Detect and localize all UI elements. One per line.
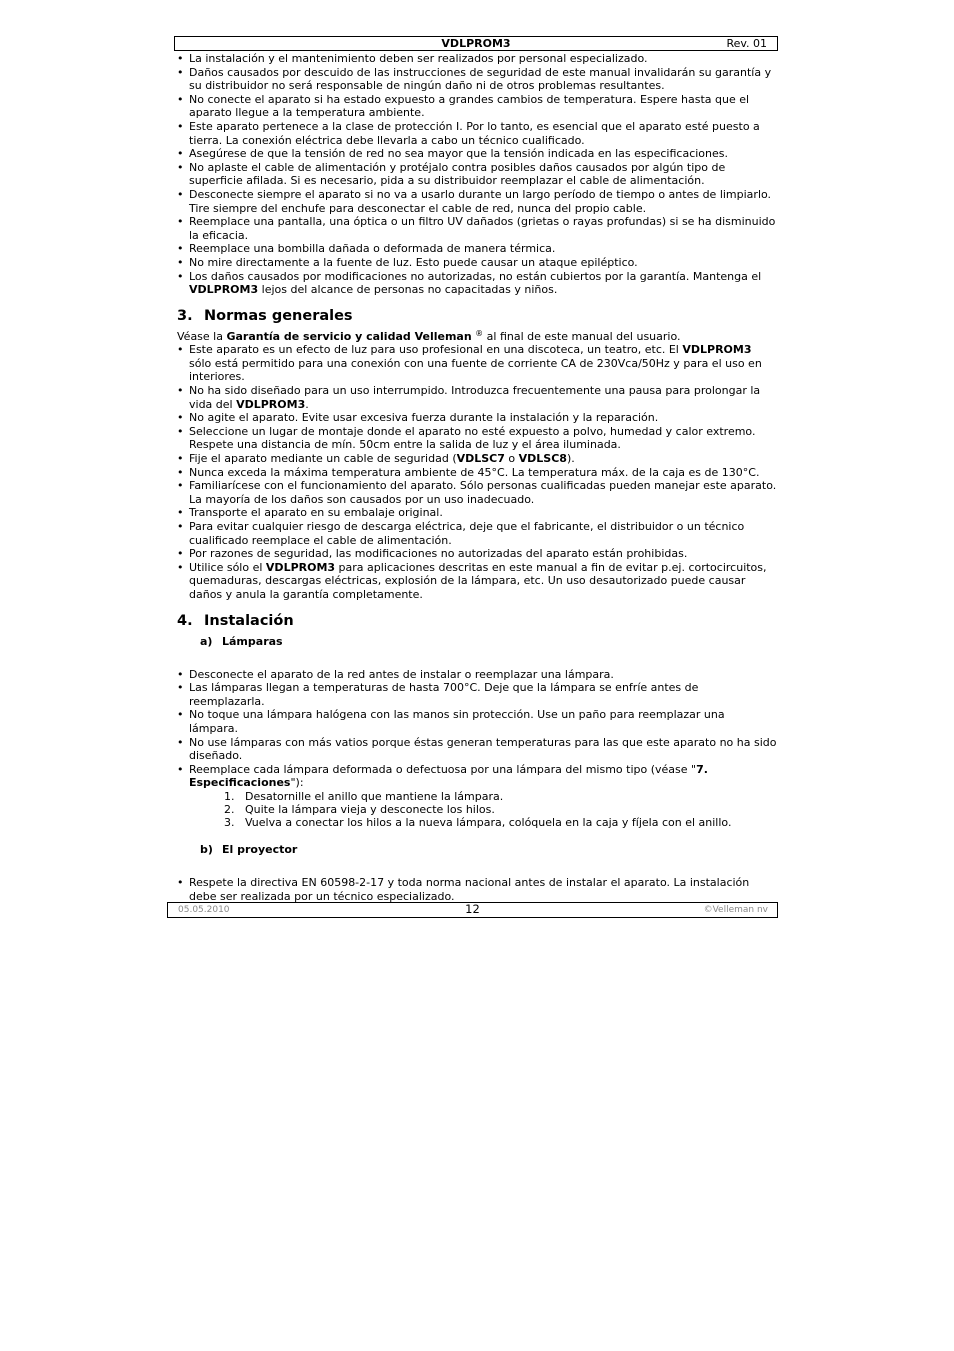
bold-term: VDLPROM3 <box>236 397 306 411</box>
step-item: 2. Quite la lámpara vieja y desconecte los hilos. <box>224 802 495 816</box>
projector-list <box>177 876 777 903</box>
list-item: • No conecte el aparato si ha estado expuesto a grandes cambios de temperatura. Espere hasta que el aparato llegue a la temperatura ambiente. <box>177 93 777 120</box>
list-item: • Utilice sólo el VDLPROM3 para aplicaciones descritas en este manual a fin de evitar p.ej. cortocircuitos, quemaduras, descargas eléctricas, explosión de la lámpara, etc. Un uso desautorizado puede causar daños y anula la garantía completamente. <box>177 561 777 602</box>
intro-warranty-name: Garantía de servicio y calidad Velleman <box>226 329 472 343</box>
bold-term: VDLPROM3 <box>189 283 259 297</box>
list-item: • Nunca exceda la máxima temperatura ambiente de 45°C. La temperatura máx. de la caja es de 130°C. <box>177 466 777 480</box>
list-item: • Los daños causados por modificaciones no autorizadas, no están cubiertos por la garantía. Mantenga el VDLPROM3 lejos del alcance de personas no capacitadas y niños. <box>177 270 777 297</box>
section-3-intro <box>177 330 777 344</box>
bold-term: VDLSC7 <box>456 452 505 466</box>
step-item: 1. Desatornille el anillo que mantiene la lámpara. <box>224 789 504 803</box>
subsection-a-number: a) <box>200 634 213 648</box>
list-item: • No ha sido diseñado para un uso interrumpido. Introduzca frecuentemente una pausa para prolongar la vida del VDLPROM3. <box>177 384 777 411</box>
page-header <box>174 36 778 51</box>
section-3-title: Normas generales <box>204 307 353 324</box>
list-item: • Por razones de seguridad, las modificaciones no autorizadas del aparato están prohibidas. <box>177 547 777 561</box>
intro-post: al final de este manual del usuario. <box>483 329 681 343</box>
list-item: • Daños causados por descuido de las instrucciones de seguridad de este manual invalidarán su garantía y su distribuidor no será responsable de ningún daño ni de otros problemas resultantes. <box>177 66 777 93</box>
section-4-title: Instalación <box>204 612 294 629</box>
list-item: • Asegúrese de que la tensión de red no sea mayor que la tensión indicada en las especificaciones. <box>177 147 777 161</box>
subsection-b-number: b) <box>200 842 213 856</box>
page-content <box>177 52 777 903</box>
header-revision: Rev. 01 <box>726 37 767 50</box>
list-item: • Este aparato pertenece a la clase de protección I. Por lo tanto, es esencial que el aparato esté puesto a tierra. La conexión eléctrica debe llevarla a cabo un técnico cualificado. <box>177 120 777 147</box>
section-3-list <box>177 343 777 601</box>
list-item: • Transporte el aparato en su embalaje original. <box>177 506 777 520</box>
list-item: • La instalación y el mantenimiento deben ser realizados por personal especializado. <box>177 52 777 66</box>
intro-pre: Véase la <box>177 329 227 343</box>
section-3-heading <box>177 308 777 324</box>
list-item: • Desconecte siempre el aparato si no va a usarlo durante un largo período de tiempo o antes de limpiarlo. Tire siempre del enchufe para desconectar el cable de red, nunca del propio cable. <box>177 188 777 215</box>
list-item: • Seleccione un lugar de montaje donde el aparato no esté expuesto a polvo, humedad y calor extremo. Respete una distancia de mín. 50cm entre la salida de luz y el área iluminada. <box>177 425 777 452</box>
subsection-a-title: Lámparas <box>222 634 283 648</box>
list-item: • No aplaste el cable de alimentación y protéjalo contra posibles daños causados por algún tipo de superficie afilada. Si es necesario, pida a su distribuidor reemplazar el cable de alimentación. <box>177 161 777 188</box>
list-item: • Para evitar cualquier riesgo de descarga eléctrica, deje que el fabricante, el distribuidor o un técnico cualificado reemplace el cable de alimentación. <box>177 520 777 547</box>
list-item: • Este aparato es un efecto de luz para uso profesional en una discoteca, un teatro, etc. El VDLPROM3 sólo está permitido para una conexión con una fuente de corriente CA de 230Vca/50Hz y para el uso en interiores. <box>177 343 777 384</box>
safety-list <box>177 52 777 297</box>
step-item: 3. Vuelva a conectar los hilos a la nueva lámpara, colóquela en la caja y fíjela con el anillo. <box>224 815 732 829</box>
bold-term: VDLPROM3 <box>265 560 336 574</box>
bold-term: VDLSC8 <box>518 452 567 466</box>
list-item: • No use lámparas con más vatios porque éstas generan temperaturas para las que este aparato no ha sido diseñado. <box>177 736 777 763</box>
list-item: • Familiarícese con el funcionamiento del aparato. Sólo personas cualificadas pueden manejar este aparato. La mayoría de los daños son causados por un uso inadecuado. <box>177 479 777 506</box>
list-item: • Respete la directiva EN 60598-2-17 y toda norma nacional antes de instalar el aparato. La instalación debe ser realizada por un técnico especializado. <box>177 876 777 903</box>
list-item: • Las lámparas llegan a temperaturas de hasta 700°C. Deje que la lámpara se enfríe antes de reemplazarla. <box>177 681 777 708</box>
section-3-number: 3. <box>177 307 193 324</box>
footer-copyright: ©Velleman nv <box>703 905 768 915</box>
page-footer <box>167 902 778 918</box>
registered-mark: ® <box>475 328 484 338</box>
list-item: • Reemplace una bombilla dañada o deformada de manera térmica. <box>177 242 777 256</box>
lamp-steps <box>177 790 777 829</box>
list-item: • Reemplace cada lámpara deformada o defectuosa por una lámpara del mismo tipo (véase "7. Especificaciones"): <box>177 763 777 790</box>
header-model: VDLPROM3 <box>441 37 511 50</box>
section-4-number: 4. <box>177 612 193 629</box>
list-item: • No mire directamente a la fuente de luz. Esto puede causar un ataque epiléptico. <box>177 256 777 270</box>
subsection-b-heading <box>200 843 777 857</box>
list-item: • No agite el aparato. Evite usar excesiva fuerza durante la instalación y la reparación. <box>177 411 777 425</box>
list-item: • Reemplace una pantalla, una óptica o un filtro UV dañados (grietas o rayas profundas) si se ha disminuido la eficacia. <box>177 215 777 242</box>
list-item: • Desconecte el aparato de la red antes de instalar o reemplazar una lámpara. <box>177 668 777 682</box>
subsection-b-title: El proyector <box>222 842 298 856</box>
footer-date: 05.05.2010 <box>178 905 230 915</box>
page-number: 12 <box>465 902 480 916</box>
subsection-a-heading <box>200 635 777 649</box>
section-4-heading <box>177 613 777 629</box>
list-item: • Fije el aparato mediante un cable de seguridad (VDLSC7 o VDLSC8). <box>177 452 777 466</box>
bold-term: 7. Especificaciones <box>189 762 708 790</box>
list-item: • No toque una lámpara halógena con las manos sin protección. Use un paño para reemplazar una lámpara. <box>177 708 777 735</box>
bold-term: VDLPROM3 <box>682 343 752 357</box>
lamp-list <box>177 668 777 790</box>
